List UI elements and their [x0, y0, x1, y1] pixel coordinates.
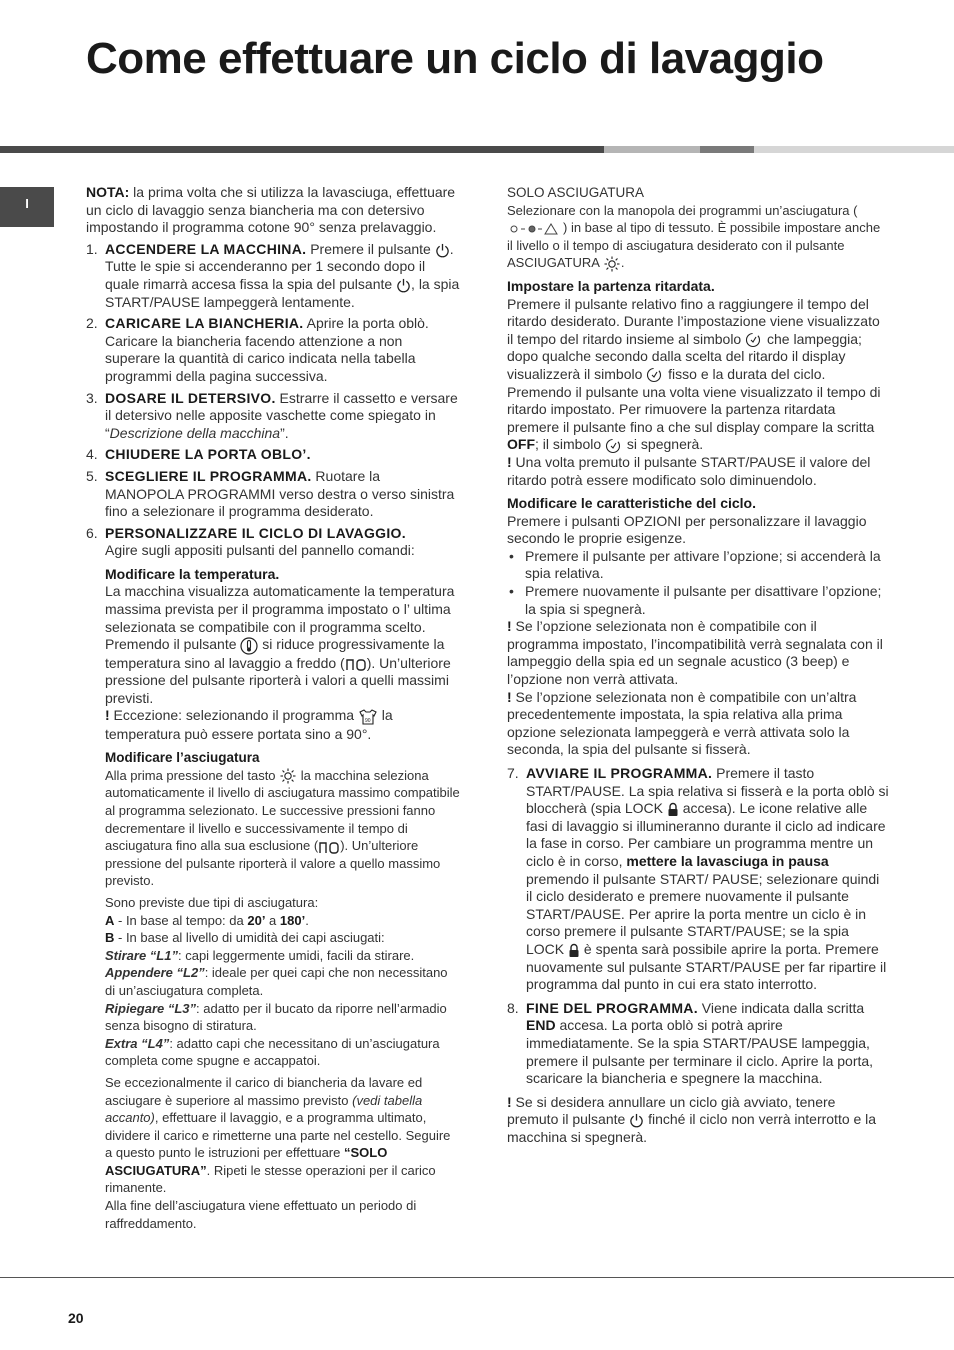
level-name: Ripiegare “L3” [105, 1000, 197, 1016]
step-title: SCEGLIERE IL PROGRAMMA. [105, 467, 312, 484]
header-bar-pale [754, 146, 954, 153]
step-text: Ruotare la MANOPOLA PROGRAMMI verso destra o verso sinistra fino a selezionare il programma desiderato. [105, 467, 455, 520]
level-text: : adatto capi che necessitano di un’asciugatura completa come spugne e accappatoi. [105, 1035, 440, 1069]
delay-text: si spegnerà. [623, 436, 704, 453]
temperature-text: ). Un’ulteriore pressione del pulsante riporterà i valori a quelli massimi previsti. [105, 654, 451, 706]
no-drying-icon [318, 840, 340, 854]
lock-icon [667, 802, 679, 817]
drying-type-a [105, 912, 460, 930]
temperature-heading: Modificare la temperatura. [105, 565, 280, 582]
bullet-dot: • [509, 583, 514, 600]
type-text: . [305, 912, 309, 928]
options-paragraph: Premere i pulsanti OPZIONI per personalizzare il lavaggio secondo le proprie esigenze. [507, 512, 867, 547]
type-text: - In base al livello di umidità dei capi asciugati: [114, 930, 385, 946]
page-title: Come effettuare un ciclo di lavaggio [86, 34, 824, 83]
warning-mark: ! [507, 1093, 512, 1110]
step-text: accesa). Le icone relative alle fasi di lavaggio si illumineranno durante il ciclo ad indicare la fase in corso. Per cambiare un programma mentre un ciclo è in corso, [526, 800, 886, 869]
step-text: Premere il tasto START/PAUSE. La spia relativa si fisserà e la porta oblò si bloccherà (spia LOCK [526, 765, 889, 817]
drying-sun-icon [279, 768, 297, 784]
exception-bold: “SOLO ASCIUGATURA” [105, 1145, 388, 1178]
step-number: 5. [86, 467, 98, 484]
drying-text: la macchina seleziona automaticamente il livello di asciugatura massimo compatibile al programma selezionato. Le successive pressioni fanno decrementare il livello e successivamente il tempo di asciugatura fino alla sua esclusione ( [105, 767, 460, 854]
final-text: Se si desidera annullare un ciclo già avviato, tenere premuto il pulsante [507, 1093, 836, 1128]
header-bar-dark [0, 146, 604, 153]
cold-wash-icon [345, 657, 367, 671]
delay-text: Premere il pulsante relativo fino a raggiungere il tempo del ritardo desiderato. Durante l’impostazione viene visualizzato il tempo del ritardo insieme al simbolo [507, 295, 880, 347]
options-heading: Modificare le caratteristiche del ciclo. [507, 495, 756, 512]
delay-heading: Impostare la partenza ritardata. [507, 277, 715, 294]
step-title: PERSONALIZZARE IL CICLO DI LAVAGGIO. [105, 524, 406, 541]
step-text: ”. [280, 424, 289, 441]
solo-asciugatura-section [507, 184, 889, 272]
step-number: 2. [86, 315, 98, 332]
temperature-text: Eccezione: selezionando il programma [109, 707, 358, 724]
delay-text: ; il simbolo [535, 436, 606, 453]
level-name: Stirare “L1” [105, 947, 178, 963]
exception-paragraph [105, 1074, 460, 1197]
delay-timer-icon [745, 332, 763, 348]
thermometer-icon [240, 637, 258, 655]
temperature-text: si riduce progressivamente la temperatura sino al lavaggio a freddo ( [105, 636, 445, 671]
warning-text: Se l’opzione selezionata non è compatibile con il programma impostato, l’incompatibilità verrà segnalata con il lampeggio della spia ed un segnale acustico (3 beep) e l’opzione non verrà attivata. [507, 618, 883, 688]
type-label: B [105, 930, 115, 946]
bullet-text: Premere nuovamente il pulsante per disattivare l’opzione; la spia si spegnerà. [525, 583, 882, 617]
drying-section [105, 749, 460, 1232]
step-title: DOSARE IL DETERSIVO. [105, 389, 276, 406]
step-text: . Tutte le spie si accenderanno per 1 secondo dopo il quale rimarrà accesa fissa la spia del pulsante [105, 240, 454, 292]
step-6 [86, 525, 460, 1233]
delay-text: che lampeggia; dopo qualche secondo dalla scelta del ritardo il display visualizzerà il simbolo [507, 330, 862, 382]
step-title: ACCENDERE LA MACCHINA. [105, 240, 307, 257]
step-7 [507, 765, 889, 994]
drying-paragraph [105, 767, 460, 890]
cotton-90-icon [358, 708, 378, 726]
level-name: Appendere “L2” [105, 965, 205, 981]
type-label: A [105, 912, 115, 928]
drying-sun-icon [603, 256, 621, 272]
bullet-text: Premere il pulsante per attivare l’opzione; si accenderà la spia relativa. [525, 547, 881, 582]
step-2 [86, 315, 460, 385]
nota-text: la prima volta che si utilizza la lavasciuga, effettuare un ciclo di lavaggio senza biancheria ma con detersivo impostando il programma cotone 90° senza prelavaggio. [86, 184, 456, 236]
drying-types: Sono previste due tipi di asciugatura: [105, 894, 319, 910]
step-number: 7. [507, 765, 519, 781]
level-l3 [105, 1000, 460, 1035]
step-text: accesa. La porta oblò si potrà aprire immediatamente. Se la spia START/PAUSE lampeggia, premere il pulsante per terminare il ciclo. Aprire la porta, scaricare la biancheria e spegnere la macchina. [526, 1017, 874, 1087]
exception-text: . Ripeti le stesse operazioni per il carico rimanente. [105, 1162, 436, 1196]
warning-text: Se l’opzione selezionata non è compatibile con un’altra precedentemente impostata, la spia relativa alla prima opzione selezionata lampeggerà e verrà attivata solo la seconda, la spia del pulsante si fisserà. [507, 688, 857, 758]
step-text: premendo il pulsante START/ PAUSE; selezionare quindi il ciclo desiderato e premere nuovamente il pulsante START/PAUSE. Per aprire la porta mentre un ciclo è in corso premere il pulsante START/PAUSE; se la spia LOCK [526, 870, 880, 957]
step-bold: mettere la lavasciuga in pausa [626, 852, 829, 869]
nota-paragraph [86, 184, 460, 237]
step-text: , la spia START/PAUSE lampeggerà lentamente. [105, 275, 460, 310]
step-text: Aprire la porta oblò. Caricare la biancheria facendo attenzione a non superare la quantità di carico indicata nella tabella programmi della pagina successiva. [105, 315, 429, 384]
nota-label: NOTA: [86, 184, 130, 200]
warning-mark: ! [507, 688, 512, 705]
step-3 [86, 390, 460, 443]
warning-mark: ! [507, 453, 512, 470]
step-text: Estrarre il cassetto e versare il detersivo nelle apposite vaschette come spiegato in “ [105, 389, 458, 441]
step-1 [86, 241, 460, 311]
header-bar-mid [700, 146, 754, 153]
warning-paragraph [507, 618, 889, 688]
step-number: 3. [86, 389, 98, 406]
step-number: 8. [507, 999, 519, 1016]
power-icon [435, 243, 450, 258]
step-title: CARICARE LA BIANCHERIA. [105, 315, 304, 332]
step-number: 4. [86, 446, 98, 463]
temperature-text: la temperatura può essere portata sino a 90°. [105, 707, 393, 742]
solo-paragraph [507, 202, 889, 272]
left-column [86, 184, 460, 1232]
drying-text: ). Un’ulteriore pressione del pulsante riporterà il valore a quello massimo previsto. [105, 838, 441, 889]
exception-text: Se eccezionalmente il carico di biancheria da lavare ed asciugare è superiore al massimo previsto [105, 1074, 423, 1108]
level-text: : ideale per quei capi che non necessitano di un’asciugatura completa. [105, 965, 448, 998]
temperature-paragraph [105, 583, 460, 743]
step-text: Viene indicata dalla scritta [697, 999, 865, 1016]
level-l2 [105, 964, 460, 999]
bullet-dot: • [509, 547, 514, 564]
type-text: a [265, 912, 280, 928]
step-5 [86, 468, 460, 521]
delay-paragraph [507, 296, 889, 490]
level-l1 [105, 947, 460, 965]
final-note [507, 1094, 889, 1147]
header-bar-light [604, 146, 700, 153]
delay-text: fisso e la durata del ciclo. Premendo il pulsante una volta viene visualizzato il tempo di ritardo impostato. Per rimuovere la partenza ritardata premere il pulsante fino a che sul display compare la scritta [507, 365, 881, 435]
time-min: 20’ [247, 912, 266, 928]
step-4 [86, 446, 460, 464]
lock-icon [568, 943, 580, 958]
svg-text:90: 90 [364, 717, 371, 724]
drying-type-b [105, 929, 460, 947]
drying-programs-icon [507, 222, 563, 236]
warning-mark: ! [507, 618, 512, 635]
level-text: : capi leggermente umidi, facili da stirare. [177, 947, 415, 963]
list-item [507, 548, 889, 583]
end-label: END [526, 1017, 556, 1034]
off-label: OFF [507, 436, 535, 453]
level-name: Extra “L4” [105, 1035, 170, 1051]
warning-mark: ! [105, 707, 110, 724]
temperature-text: La macchina visualizza automaticamente la temperatura massima prevista per il programma impostato o l’ ultima selezionata se compatibile con il programma scelto. Premendo il pulsante [105, 583, 455, 653]
level-l4 [105, 1035, 460, 1070]
step-title: AVVIARE IL PROGRAMMA. [526, 765, 713, 781]
step-number: 6. [86, 524, 98, 541]
solo-text: . [620, 255, 625, 271]
delay-text: Una volta premuto il pulsante START/PAUSE il valore del ritardo potrà essere modificato solo diminuendolo. [507, 453, 871, 488]
list-item [507, 583, 889, 618]
solo-text: ) in base al tipo di tessuto. È possibile impostare anche il livello o il tempo di asciugatura desiderato con il pulsante ASCIUGATURA [507, 220, 881, 271]
page-number: 20 [68, 1310, 84, 1326]
type-text: - In base al tempo: da [114, 912, 248, 928]
solo-text: Selezionare con la manopola dei programmi un’asciugatura ( [507, 202, 858, 218]
warning-paragraph [507, 689, 889, 759]
step-text: Agire sugli appositi pulsanti del pannello comandi: [105, 542, 415, 559]
final-text: finché il ciclo non verrà interrotto e la macchina si spegnerà. [507, 1111, 877, 1145]
drying-text: Alla prima pressione del tasto [105, 767, 280, 783]
power-icon [396, 278, 411, 293]
exception-italic: (vedi tabella accanto) [105, 1092, 423, 1126]
cooling-paragraph: Alla fine dell’asciugatura viene effettuato un periodo di raffreddamento. [105, 1198, 417, 1231]
exception-text: , effettuare il lavaggio, e a programma ultimato, dividere il carico e rimetterne una parte nel cestello. Seguire a questo punto le istruzioni per effettuare [105, 1110, 451, 1161]
level-text: : adatto per il bucato da riporre nell’armadio senza bisogno di stiratura. [105, 1000, 447, 1034]
step-title: CHIUDERE LA PORTA OBLO’. [105, 446, 311, 463]
right-column [507, 184, 889, 1146]
solo-heading: SOLO ASCIUGATURA [507, 185, 645, 200]
step-text: Premere il pulsante [306, 240, 435, 257]
step-8 [507, 1000, 889, 1088]
delay-timer-icon [646, 367, 664, 383]
step-title: FINE DEL PROGRAMMA. [526, 999, 698, 1016]
footer-divider [0, 1277, 954, 1278]
drying-heading: Modificare l’asciugatura [105, 750, 260, 766]
step-number: 1. [86, 240, 98, 257]
step-text: è spenta sarà possibile aprire la porta. Premere nuovamente sul pulsante START/PAUSE per far ripartire il programma dal punto in cui era stato interrotto. [526, 940, 887, 993]
power-icon [629, 1113, 644, 1128]
language-tab: I [0, 187, 54, 227]
step-italic: Descrizione della macchina [109, 424, 281, 441]
delay-timer-icon [605, 438, 623, 454]
time-max: 180’ [279, 912, 306, 928]
